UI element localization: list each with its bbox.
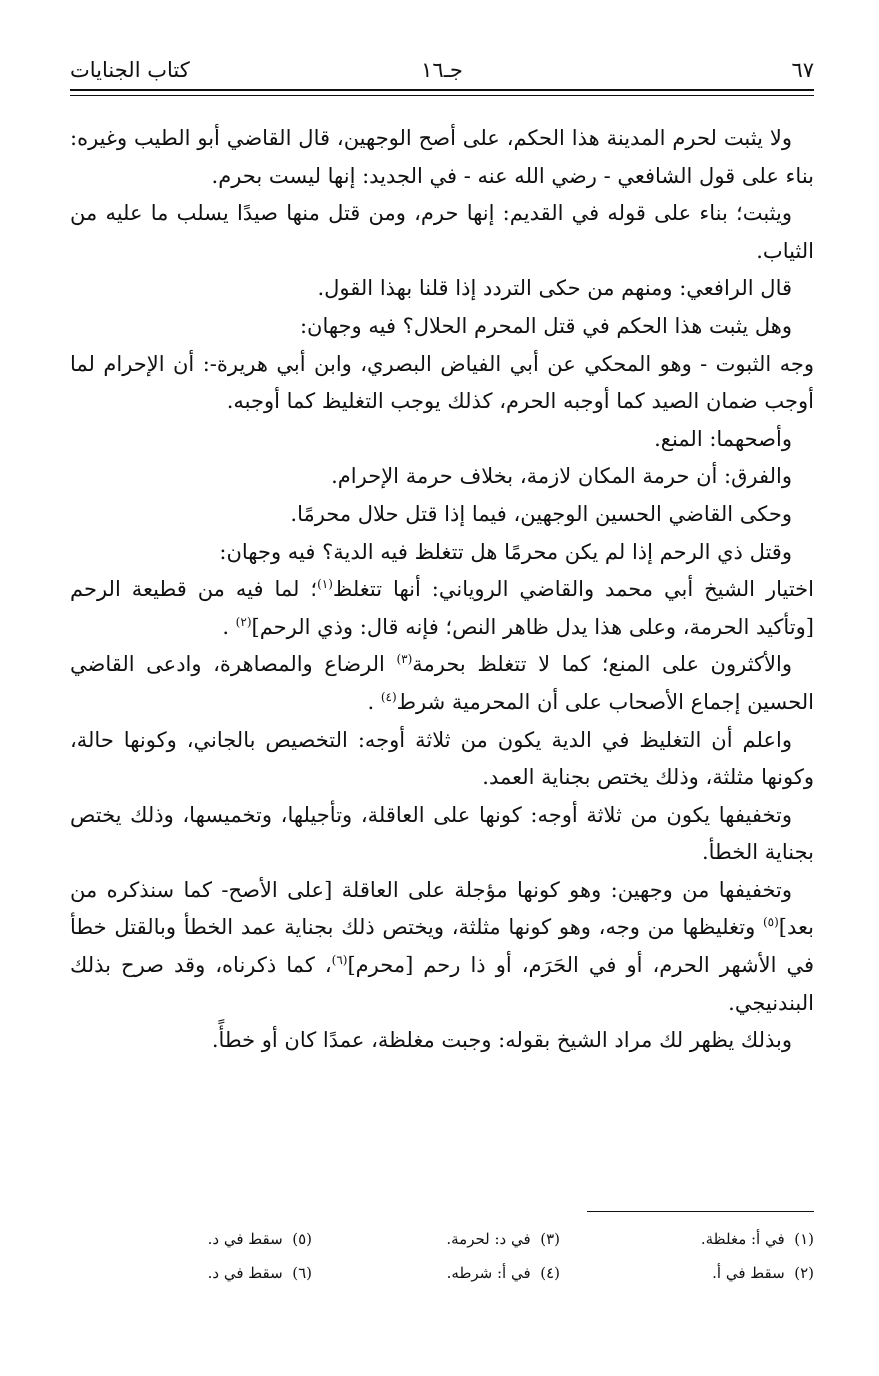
footnote-item: (٤) في أ: شرطه. xyxy=(446,1264,560,1282)
header-rule-thick xyxy=(70,89,814,91)
paragraph: والأكثرون على المنع؛ كما لا تتغلظ بحرمة$^{(٣)}$ الرضاع والمصاهرة، وادعى القاضي الحسين إجماع الأصحاب على أن المحرمية شرط$^{(٤)}$ . xyxy=(70,652,814,714)
paragraph: ويثبت؛ بناء على قوله في القديم: إنها حرم، ومن قتل منها صيدًا يسلب ما عليه من الثياب. xyxy=(70,201,814,263)
footnote-row xyxy=(150,1222,814,1256)
paragraph: والفرق: أن حرمة المكان لازمة، بخلاف حرمة الإحرام. xyxy=(331,464,792,489)
footnote-separator xyxy=(587,1211,814,1212)
paragraph: قال الرافعي: ومنهم من حكى التردد إذا قلنا بهذا القول. xyxy=(317,276,792,301)
footnote-ref: (٦) xyxy=(331,953,348,968)
footnote-row xyxy=(150,1256,814,1290)
footnote-ref: (٣) xyxy=(396,652,413,667)
paragraph: وهل يثبت هذا الحكم في قتل المحرم الحلال؟ فيه وجهان: xyxy=(299,313,792,338)
footnote-item: (٣) في د: لحرمة. xyxy=(446,1230,560,1248)
header-rule-thin xyxy=(70,95,814,96)
footnote-ref: (٢) xyxy=(235,614,252,629)
paragraph: اختيار الشيخ أبي محمد والقاضي الروياني: أنها تتغلظ$^{(١)}$؛ لما فيه من قطيعة الرحم [وتأكيد الحرمة، وعلى هذا يدل ظاهر النص؛ فإنه قال: وذي الرحم]$^{(٢)}$ . xyxy=(70,577,814,639)
footnote-item: (٥) سقط في د. xyxy=(207,1230,312,1248)
paragraph: وقتل ذي الرحم إذا لم يكن محرمًا هل تتغلظ فيه الدية؟ فيه وجهان: xyxy=(219,539,792,564)
footnote-item: (٢) سقط في أ. xyxy=(712,1264,814,1282)
page-number: ٦٧ xyxy=(791,58,814,82)
running-header xyxy=(70,48,814,88)
footnotes xyxy=(150,1222,814,1290)
footnote-item: (٦) سقط في د. xyxy=(207,1264,312,1282)
paragraph: وحكى القاضي الحسين الوجهين، فيما إذا قتل حلال محرمًا. xyxy=(290,501,792,526)
paragraph: واعلم أن التغليظ في الدية يكون من ثلاثة أوجه: التخصيص بالجاني، وكونها حالة، وكونها مثلثة، وذلك يختص بجناية العمد. xyxy=(70,727,814,790)
footnote-ref: (٥) xyxy=(762,915,779,930)
paragraph: وجه الثبوت - وهو المحكي عن أبي الفياض البصري، وابن أبي هريرة-: أن الإحرام لما أوجب ضمان الصيد كما أوجبه الحرم، كذلك يوجب التغليظ كما أوجبه. xyxy=(70,351,814,414)
paragraph: وتخفيفها يكون من ثلاثة أوجه: كونها على العاقلة، وتأجيلها، وتخميسها، وذلك يختص بجناية الخطأ. xyxy=(70,802,814,865)
paragraph: وأصحهما: المنع. xyxy=(654,426,792,451)
paragraph: ولا يثبت لحرم المدينة هذا الحكم، على أصح الوجهين، قال القاضي أبو الطيب وغيره: بناء على قول الشافعي - رضي الله عنه - في الجديد: إنها ليست بحرم. xyxy=(70,126,814,188)
paragraph: وبذلك يظهر لك مراد الشيخ بقوله: وجبت مغلظة، عمدًا كان أو خطأً. xyxy=(211,1028,792,1053)
chapter-title: كتاب الجنايات xyxy=(70,58,190,82)
main-text xyxy=(70,120,814,1060)
paragraph: وتخفيفها من وجهين: وهو كونها مؤجلة على العاقلة [على الأصح- كما سنذكره من بعد]$^{(٥)}$ وتغليظها من وجه، وهو كونها مثلثة، ويختص ذلك بجناية عمد الخطأ وبالقتل خطأ في الأشهر الحرم، أو في الحَرَم، أو ذا رحم [محرم]$^{(٦)}$، كما ذكرناه، وقد صرح بذلك البندنيجي. xyxy=(70,877,814,1015)
footnote-ref: (١) xyxy=(317,577,333,592)
volume-number: جـ١٦ xyxy=(421,58,463,82)
footnote-item: (١) في أ: مغلظة. xyxy=(700,1230,814,1248)
footnote-ref: (٤) xyxy=(380,689,397,704)
